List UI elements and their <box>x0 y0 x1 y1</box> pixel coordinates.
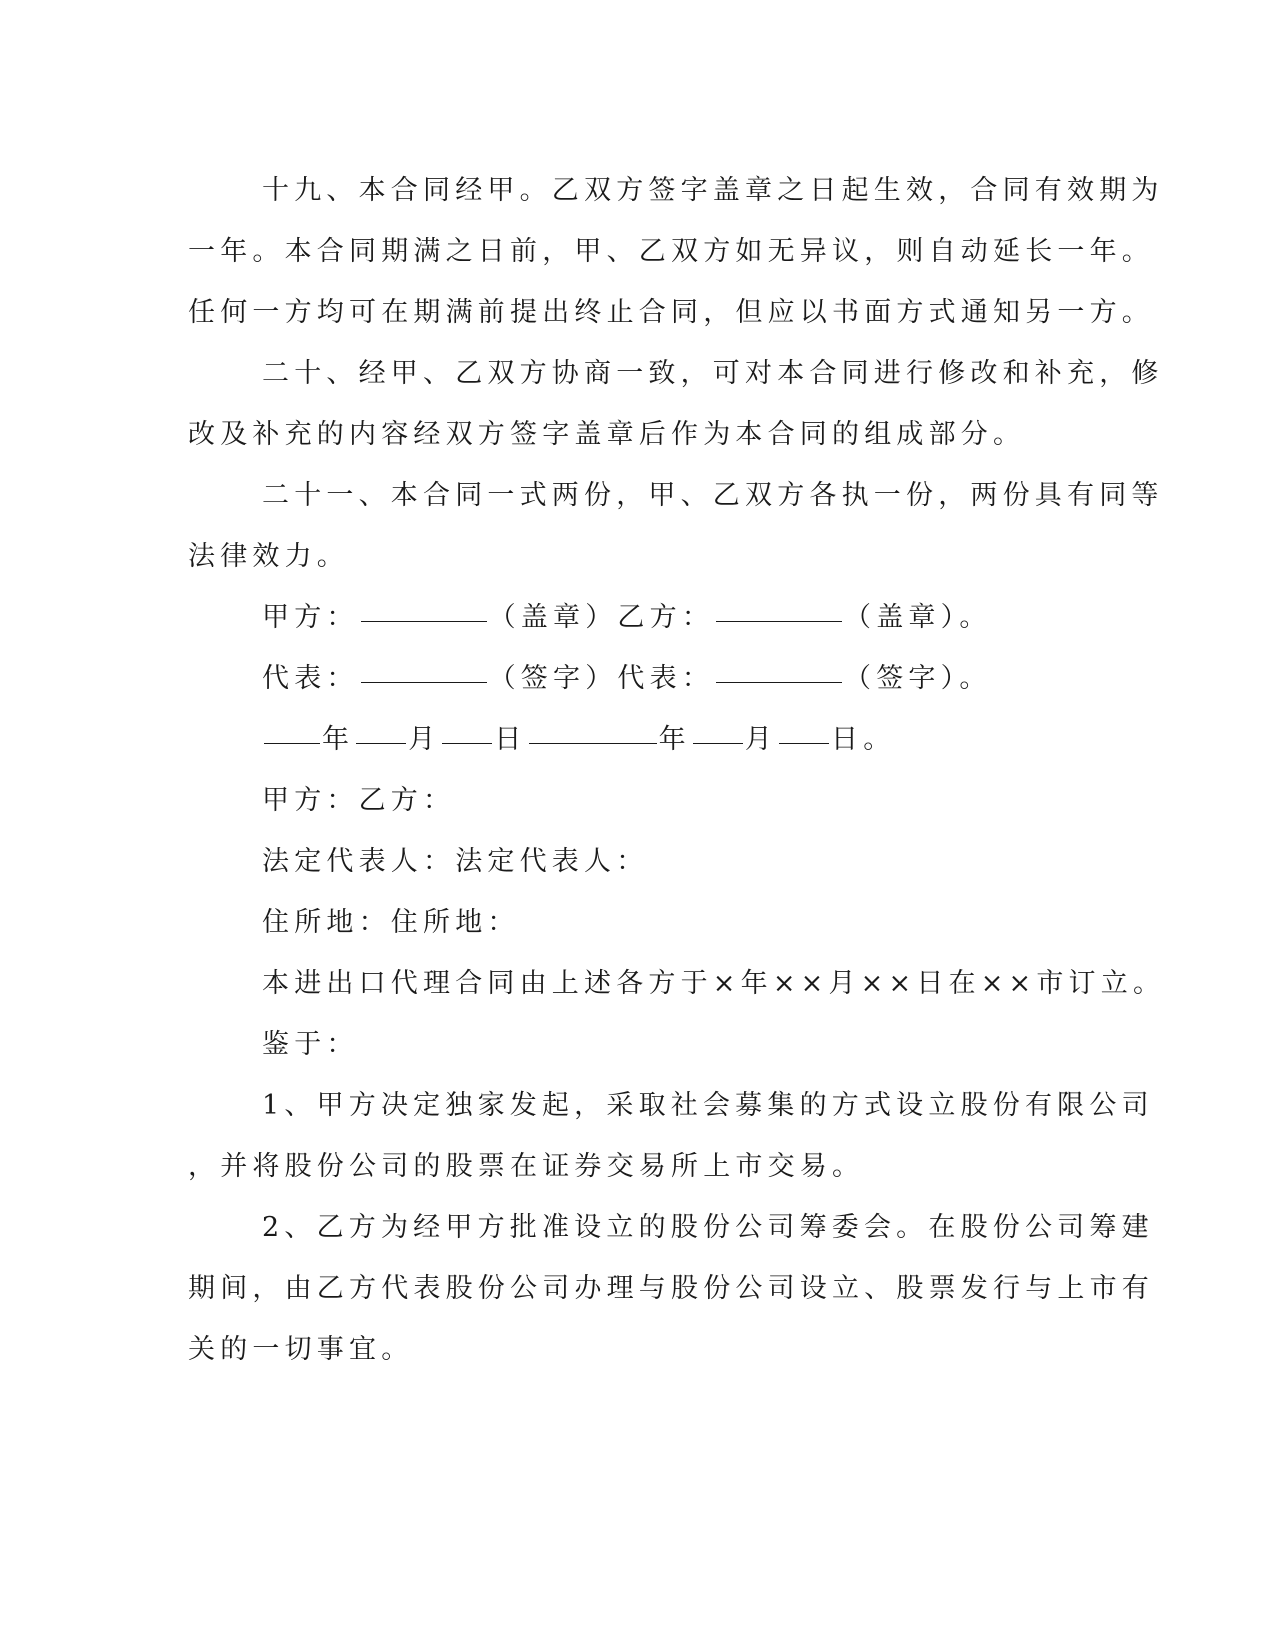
clause-19-line-2: 一年。本合同期满之日前，甲、乙双方如无异议，则自动延长一年。 <box>188 236 1154 267</box>
recital-2-line-2: 期间，由乙方代表股份公司办理与股份公司设立、股票发行与上市有 <box>188 1273 1154 1304</box>
party-a-seal: （盖章） <box>488 602 618 633</box>
clause-19-line-1: 十九、本合同经甲。乙双方签字盖章之日起生效，合同有效期为 <box>262 175 1164 206</box>
rep-a-label: 代表： <box>262 663 359 694</box>
party-b-label: 乙方： <box>617 602 715 633</box>
rep-a-sign: （签字） <box>488 663 618 694</box>
contract-body <box>188 160 1166 1380</box>
rep-a-blank <box>361 682 487 683</box>
domicile-line: 住所地：住所地： <box>262 907 520 938</box>
year-b-label: 年 <box>658 724 691 755</box>
party-a-label: 甲方： <box>262 602 359 633</box>
month-a-blank <box>356 743 406 744</box>
party-b-seal: （盖章）。 <box>844 602 992 633</box>
day-a-label: 日 <box>494 724 527 755</box>
year-a-blank <box>264 743 320 744</box>
year-b-blank <box>529 743 657 744</box>
clause-21-line-1: 二十一、本合同一式两份，甲、乙双方各执一份，两份具有同等 <box>262 480 1164 511</box>
recital-1-line-1: 1、甲方决定独家发起，采取社会募集的方式设立股份有限公司 <box>262 1090 1154 1121</box>
clause-21-line-2: 法律效力。 <box>188 541 349 572</box>
month-b-label: 月 <box>744 724 778 755</box>
day-a-blank <box>442 743 492 744</box>
signature-date-line <box>188 709 1068 770</box>
parties-line: 甲方：乙方： <box>262 785 456 816</box>
month-a-label: 月 <box>408 724 441 755</box>
clause-20-line-2: 改及补充的内容经双方签字盖章后作为本合同的组成部分。 <box>188 419 1026 450</box>
rep-b-blank <box>716 682 842 683</box>
clause-19-line-3: 任何一方均可在期满前提出终止合同，但应以书面方式通知另一方。 <box>188 297 1154 328</box>
signature-party-line <box>188 587 1068 648</box>
party-a-blank <box>361 621 487 622</box>
party-b-blank <box>716 621 842 622</box>
recital-1-line-2: ，并将股份公司的股票在证券交易所上市交易。 <box>188 1151 865 1182</box>
year-a-label: 年 <box>322 724 355 755</box>
signature-rep-line <box>188 648 1068 709</box>
month-b-blank <box>693 743 743 744</box>
clause-20-line-1: 二十、经甲、乙双方协商一致，可对本合同进行修改和补充，修 <box>262 358 1164 389</box>
legal-representative-line: 法定代表人：法定代表人： <box>262 846 649 877</box>
day-b-label: 日。 <box>831 724 896 755</box>
whereas-heading: 鉴于： <box>262 1029 359 1060</box>
rep-b-sign: （签字）。 <box>844 663 992 694</box>
day-b-blank <box>779 743 829 744</box>
preamble-intro: 本进出口代理合同由上述各方于×年××月××日在××市订立。 <box>262 968 1166 999</box>
rep-b-label: 代表： <box>617 663 715 694</box>
recital-2-line-1: 2、乙方为经甲方批准设立的股份公司筹委会。在股份公司筹建 <box>262 1212 1154 1243</box>
recital-2-line-3: 关的一切事宜。 <box>188 1334 414 1365</box>
